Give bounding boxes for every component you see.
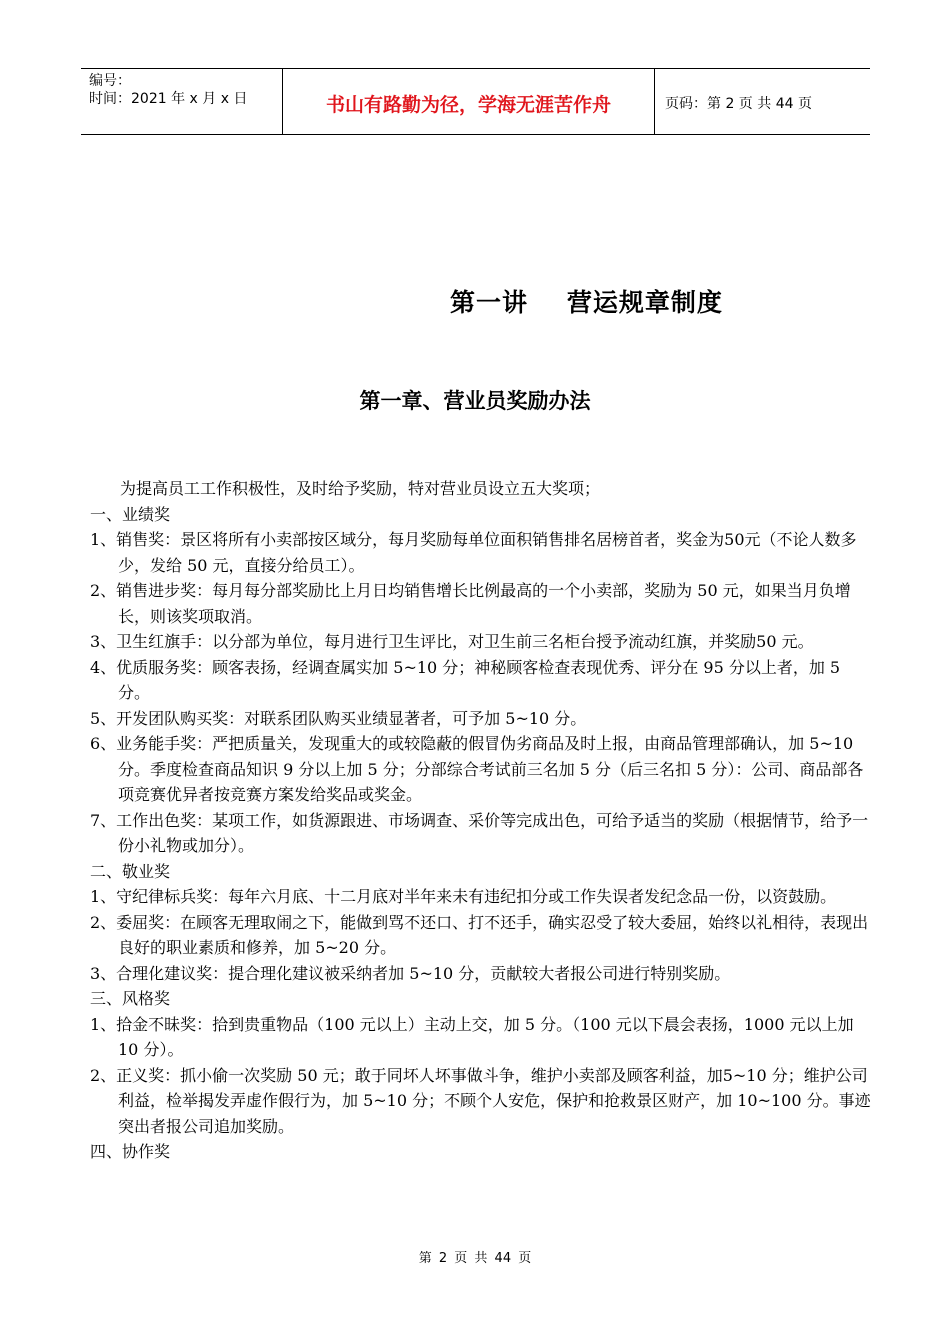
section-heading: 二、敬业奖 bbox=[90, 861, 171, 881]
list-item: 2、正义奖：抓小偷一次奖励 50 元；敢于同坏人坏事做斗争，维护小卖部及顾客利益，加5~10 分；维护公司利益，检举揭发弄虚作假行为，加 5~10 分；不顾个人安危，保护和抢救景区财产，加 10~100 分。事迹突出者报公司追加奖励。 bbox=[90, 1065, 871, 1136]
section-heading: 一、业绩奖 bbox=[90, 504, 171, 524]
intro-paragraph: 为提高员工工作积极性，及时给予奖励，特对营业员设立五大奖项； bbox=[120, 479, 601, 498]
header-motto: 书山有路勤为径，学海无涯苦作舟 bbox=[283, 69, 655, 134]
page-header bbox=[81, 68, 870, 135]
list-item: 1、销售奖：景区将所有小卖部按区域分，每月奖励每单位面积销售排名居榜首者，奖金为50元（不论人数多少，发给 50 元，直接分给员工）。 bbox=[90, 530, 857, 575]
list-item: 5、开发团队购买奖：对联系团队购买业绩显著者，可予加 5~10 分。 bbox=[90, 708, 587, 728]
page-footer: 第 2 页 共 44 页 bbox=[418, 1251, 532, 1266]
chapter-title: 第一章、营业员奖励办法 bbox=[359, 389, 591, 413]
list-item: 2、销售进步奖：每月每分部奖励比上月日均销售增长比例最高的一个小卖部，奖励为 50 元，如果当月负增长，则该奖项取消。 bbox=[90, 581, 851, 626]
document-body bbox=[90, 476, 875, 1165]
list-item: 1、守纪律标兵奖：每年六月底、十二月底对半年来未有违纪扣分或工作失误者发纪念品一份，以资鼓励。 bbox=[90, 887, 837, 906]
list-item: 6、业务能手奖：严把质量关，发现重大的或较隐蔽的假冒伪劣商品及时上报，由商品管理部确认，加 5~10 分。季度检查商品知识 9 分以上加 5 分；分部综合考试前三名加 5 分（后三名扣 5 分）：公司、商品部各项竞赛优异者按竞赛方案发给奖品或奖金。 bbox=[90, 734, 864, 804]
list-item: 7、工作出色奖：某项工作，如货源跟进、市场调查、采价等完成出色，可给予适当的奖励（根据情节，给予一份小礼物或加分）。 bbox=[90, 810, 869, 855]
number-label: 编号： bbox=[89, 73, 131, 89]
header-page-info: 页码：第 2 页 共 44 页 bbox=[665, 95, 812, 112]
header-meta bbox=[81, 69, 283, 134]
section-heading: 四、协作奖 bbox=[90, 1142, 171, 1161]
lecture-title: 第一讲 营运规章制度 bbox=[450, 288, 723, 317]
list-item: 1、拾金不昧奖：拾到贵重物品（100 元以上）主动上交，加 5 分。（100 元以下晨会表扬，1000 元以上加 10 分）。 bbox=[90, 1014, 854, 1059]
list-item: 4、优质服务奖：顾客表扬，经调查属实加 5~10 分；神秘顾客检查表现优秀、评分在 95 分以上者，加 5 分。 bbox=[90, 657, 841, 702]
date-label: 时间：2021 年 x 月 x 日 bbox=[89, 91, 248, 107]
section-heading: 三、风格奖 bbox=[90, 989, 171, 1008]
list-item: 3、合理化建议奖：提合理化建议被采纳者加 5~10 分，贡献较大者报公司进行特别奖励。 bbox=[90, 963, 731, 983]
list-item: 3、卫生红旗手：以分部为单位，每月进行卫生评比，对卫生前三名柜台授予流动红旗，并奖励50 元。 bbox=[90, 632, 814, 651]
list-item: 2、委屈奖：在顾客无理取闹之下，能做到骂不还口、打不还手，确实忍受了较大委屈，始终以礼相待，表现出良好的职业素质和修养，加 5~20 分。 bbox=[90, 912, 869, 957]
